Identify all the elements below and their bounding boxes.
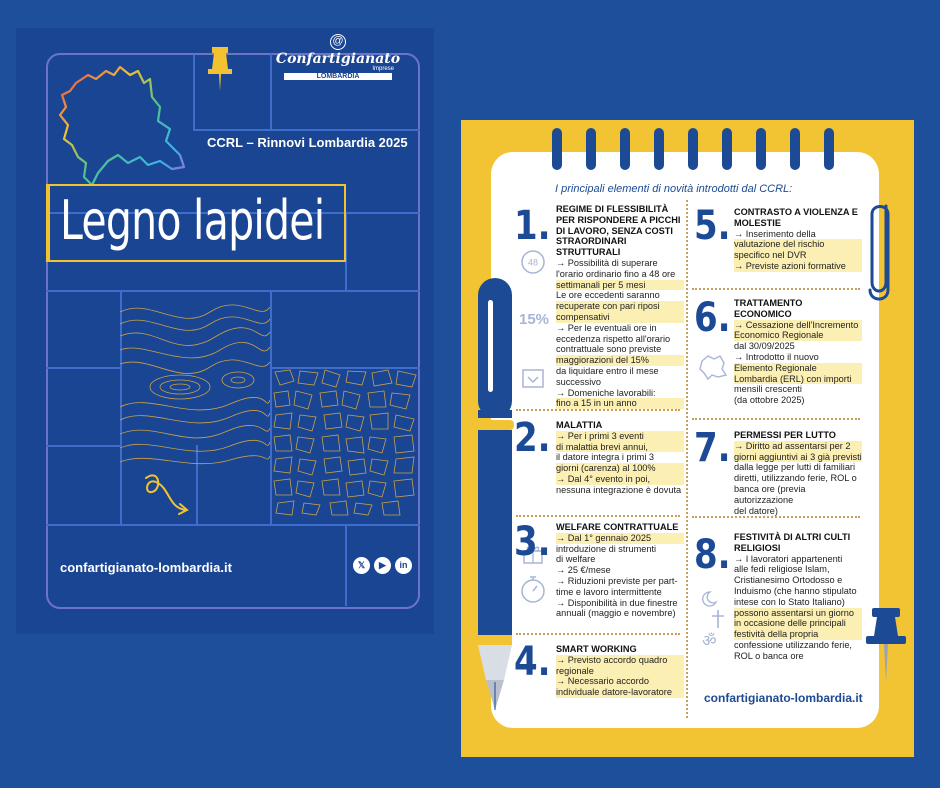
item-6-title: TRATTAMENTO ECONOMICO bbox=[734, 298, 803, 319]
item-number-2: 2. bbox=[514, 415, 551, 461]
grid-line bbox=[46, 524, 420, 526]
binder-ring bbox=[586, 128, 596, 170]
binder-ring bbox=[790, 128, 800, 170]
item-6-line: Economico Regionale bbox=[734, 330, 862, 341]
item-number-6: 6. bbox=[694, 295, 731, 341]
clock-48-icon bbox=[520, 249, 546, 275]
item-number-8: 8. bbox=[694, 532, 731, 578]
item-6-line: → Cessazione dell'Incremento bbox=[734, 320, 862, 331]
item-2-line: il datore integra i primi 3 bbox=[556, 452, 655, 463]
item-1-line: da liquidare entro il mese bbox=[556, 365, 659, 376]
lombardy-map-icon bbox=[698, 353, 728, 381]
item-number-7: 7. bbox=[694, 425, 731, 471]
item-5-line: → Previste azioni formative bbox=[734, 261, 862, 272]
item-3-line: → Riduzioni previste per part- bbox=[556, 575, 678, 586]
item-1-line: maggiorazioni del 15% bbox=[556, 355, 684, 366]
paperclip-icon bbox=[866, 198, 896, 302]
stone-texture bbox=[270, 367, 420, 517]
item-7-line: del datore) bbox=[734, 505, 778, 516]
item-6-line: Lombardia (ERL) con importi bbox=[734, 374, 862, 385]
clock-48-label: 48 bbox=[527, 257, 539, 268]
item-7-line: banca ore (previa autorizzazione bbox=[734, 483, 806, 505]
item-2-title: MALATTIA bbox=[556, 420, 603, 430]
item-7-title: PERMESSI PER LUTTO bbox=[734, 430, 836, 440]
item-1-title: REGIME DI FLESSIBILITÀ PER RISPONDERE A PICCHI DI LAVORO, SENZA COSTI STRAORDINARI STRUTTURALI bbox=[556, 204, 681, 258]
binder-ring bbox=[824, 128, 834, 170]
item-number-1: 1. bbox=[514, 203, 551, 249]
item-3-line: → 25 €/mese bbox=[556, 565, 611, 576]
item-8-line: in occasione delle principali bbox=[734, 618, 862, 629]
item-3-line: annuali (maggio e novembre) bbox=[556, 608, 676, 619]
item-8-line: alle fedi religiose Islam, bbox=[734, 564, 830, 575]
stopwatch-icon bbox=[519, 573, 547, 605]
item-2-line: → Per i primi 3 eventi bbox=[556, 431, 684, 442]
item-8-line: intese con lo Stato Italiano) bbox=[734, 596, 845, 607]
item-8-line: confessione utilizzando ferie, bbox=[734, 639, 852, 650]
percent-icon: 15% bbox=[519, 311, 550, 328]
item-6 bbox=[734, 298, 862, 406]
item-3-line: → Disponibilità in due finestre bbox=[556, 597, 678, 608]
item-4 bbox=[556, 644, 684, 698]
notepad-website[interactable]: confartigianato-lombardia.it bbox=[704, 691, 863, 705]
item-5-line: valutazione del rischio bbox=[734, 239, 862, 250]
item-1-line: l'orario ordinario fino a 48 ore bbox=[556, 268, 676, 279]
grid-line bbox=[46, 367, 120, 369]
item-3-line: time e lavoro intermittente bbox=[556, 586, 662, 597]
item-1-line: recuperate con pari riposi bbox=[556, 301, 684, 312]
binder-ring bbox=[688, 128, 698, 170]
item-2 bbox=[556, 420, 684, 496]
column-divider bbox=[686, 200, 688, 718]
item-5-line: specifico nel DVR bbox=[734, 250, 862, 261]
item-number-3: 3. bbox=[514, 519, 551, 565]
item-number-5: 5. bbox=[694, 203, 731, 249]
row-divider bbox=[516, 515, 680, 517]
item-1 bbox=[556, 204, 684, 409]
cover-subtitle: CCRL – Rinnovi Lombardia 2025 bbox=[207, 135, 408, 150]
binder-ring bbox=[620, 128, 630, 170]
item-1-line: settimanali per 5 mesi bbox=[556, 280, 684, 291]
logo-region: LOMBARDIA bbox=[284, 73, 392, 80]
item-6-line: Elemento Regionale bbox=[734, 363, 862, 374]
calendar-icon bbox=[522, 368, 544, 388]
item-5-line: → Inserimento della bbox=[734, 228, 816, 239]
item-4-line: → Previsto accordo quadro bbox=[556, 655, 684, 666]
item-7-line: dalla legge per lutti di familiari bbox=[734, 462, 856, 473]
svg-text:ॐ: ॐ bbox=[702, 631, 717, 650]
item-7 bbox=[734, 430, 862, 516]
item-8-line: → I lavoratori appartenenti bbox=[734, 553, 843, 564]
item-4-line: individuale datore-lavoratore bbox=[556, 687, 684, 698]
item-6-line: dal 30/09/2025 bbox=[734, 341, 795, 352]
grid-line bbox=[46, 445, 120, 447]
row-divider bbox=[692, 288, 860, 290]
pushpin-icon bbox=[862, 606, 910, 686]
item-6-line: → Introdotto il nuovo bbox=[734, 351, 819, 362]
item-3-line: introduzione di strumenti bbox=[556, 543, 657, 554]
item-1-line: eccedenza rispetto all'orario bbox=[556, 333, 671, 344]
item-8-line: ROL o banca ore bbox=[734, 650, 804, 661]
pen-icon bbox=[470, 270, 520, 720]
item-8-line: festività della propria bbox=[734, 629, 862, 640]
item-number-4: 4. bbox=[514, 639, 551, 685]
logo-brand: Confartigianato bbox=[275, 51, 401, 67]
binder-ring bbox=[552, 128, 562, 170]
lombardy-map-icon bbox=[48, 45, 198, 195]
row-divider bbox=[516, 633, 680, 635]
confartigianato-logo bbox=[272, 34, 404, 80]
item-1-line: → Domeniche lavorabili: bbox=[556, 387, 656, 398]
grid-line bbox=[193, 129, 420, 131]
item-8-line: Cristianesimo Ortodosso e bbox=[734, 575, 843, 586]
wood-grain-texture bbox=[120, 292, 270, 468]
item-3 bbox=[556, 522, 684, 619]
item-1-line: Le ore eccedenti saranno bbox=[556, 290, 660, 301]
item-3-line: di welfare bbox=[556, 554, 596, 565]
item-5-title: CONTRASTO A VIOLENZA E MOLESTIE bbox=[734, 207, 858, 228]
item-2-line: di malattia brevi annui, bbox=[556, 442, 684, 453]
binder-ring bbox=[654, 128, 664, 170]
item-8-title: FESTIVITÀ DI ALTRI CULTI RELIGIOSI bbox=[734, 532, 851, 553]
youtube-icon[interactable]: ▶ bbox=[374, 557, 391, 574]
cover-title: Legno lapidei bbox=[60, 189, 325, 252]
item-1-line: compensativi bbox=[556, 312, 684, 323]
item-4-title: SMART WORKING bbox=[556, 644, 637, 654]
item-3-line: → Dal 1° gennaio 2025 bbox=[556, 533, 684, 544]
item-2-line: giorni (carenza) al 100% bbox=[556, 463, 684, 474]
arrow-doodle-icon bbox=[140, 464, 200, 524]
item-6-line: (da ottobre 2025) bbox=[734, 395, 805, 406]
row-divider bbox=[516, 409, 680, 411]
item-1-line: fino a 15 in un anno bbox=[556, 398, 684, 409]
binder-ring bbox=[756, 128, 766, 170]
item-8-line: Induismo (che hanno stipulato bbox=[734, 585, 857, 596]
item-1-line: → Per le eventuali ore in bbox=[556, 322, 657, 333]
item-6-line: mensili crescenti bbox=[734, 384, 802, 395]
binder-ring bbox=[722, 128, 732, 170]
item-4-line: → Necessario accordo bbox=[556, 676, 684, 687]
item-7-line: → Diritto ad assentarsi per 2 bbox=[734, 441, 862, 452]
item-1-line: successivo bbox=[556, 376, 601, 387]
item-1-line: contrattuale sono previste bbox=[556, 344, 662, 355]
item-2-line: nessuna integrazione è dovuta bbox=[556, 484, 682, 495]
item-7-line: diretti, utilizzando ferie, ROL o bbox=[734, 473, 857, 484]
religious-symbols-icon bbox=[698, 588, 730, 650]
x-icon[interactable]: 𝕏 bbox=[353, 557, 370, 574]
item-7-line: giorni aggiuntivi ai 3 già previsti bbox=[734, 451, 862, 462]
row-divider bbox=[692, 418, 860, 420]
item-2-line: → Dal 4° evento in poi, bbox=[556, 474, 684, 485]
cover-website[interactable]: confartigianato-lombardia.it bbox=[60, 560, 232, 575]
item-5 bbox=[734, 207, 862, 272]
pushpin-icon bbox=[200, 43, 240, 93]
notepad-intro: I principali elementi di novità introdotti dal CCRL: bbox=[555, 183, 793, 195]
logo-at-symbol: @ bbox=[330, 34, 346, 50]
item-8-line: possono assentarsi un giorno bbox=[734, 608, 862, 619]
item-3-title: WELFARE CONTRATTUALE bbox=[556, 522, 679, 532]
item-1-line: → Possibilità di superare bbox=[556, 257, 658, 268]
grid-line bbox=[345, 524, 347, 606]
item-8 bbox=[734, 532, 862, 662]
item-4-line: regionale bbox=[556, 666, 684, 677]
logo-sub: Imprese bbox=[372, 66, 394, 72]
linkedin-icon[interactable]: in bbox=[395, 557, 412, 574]
